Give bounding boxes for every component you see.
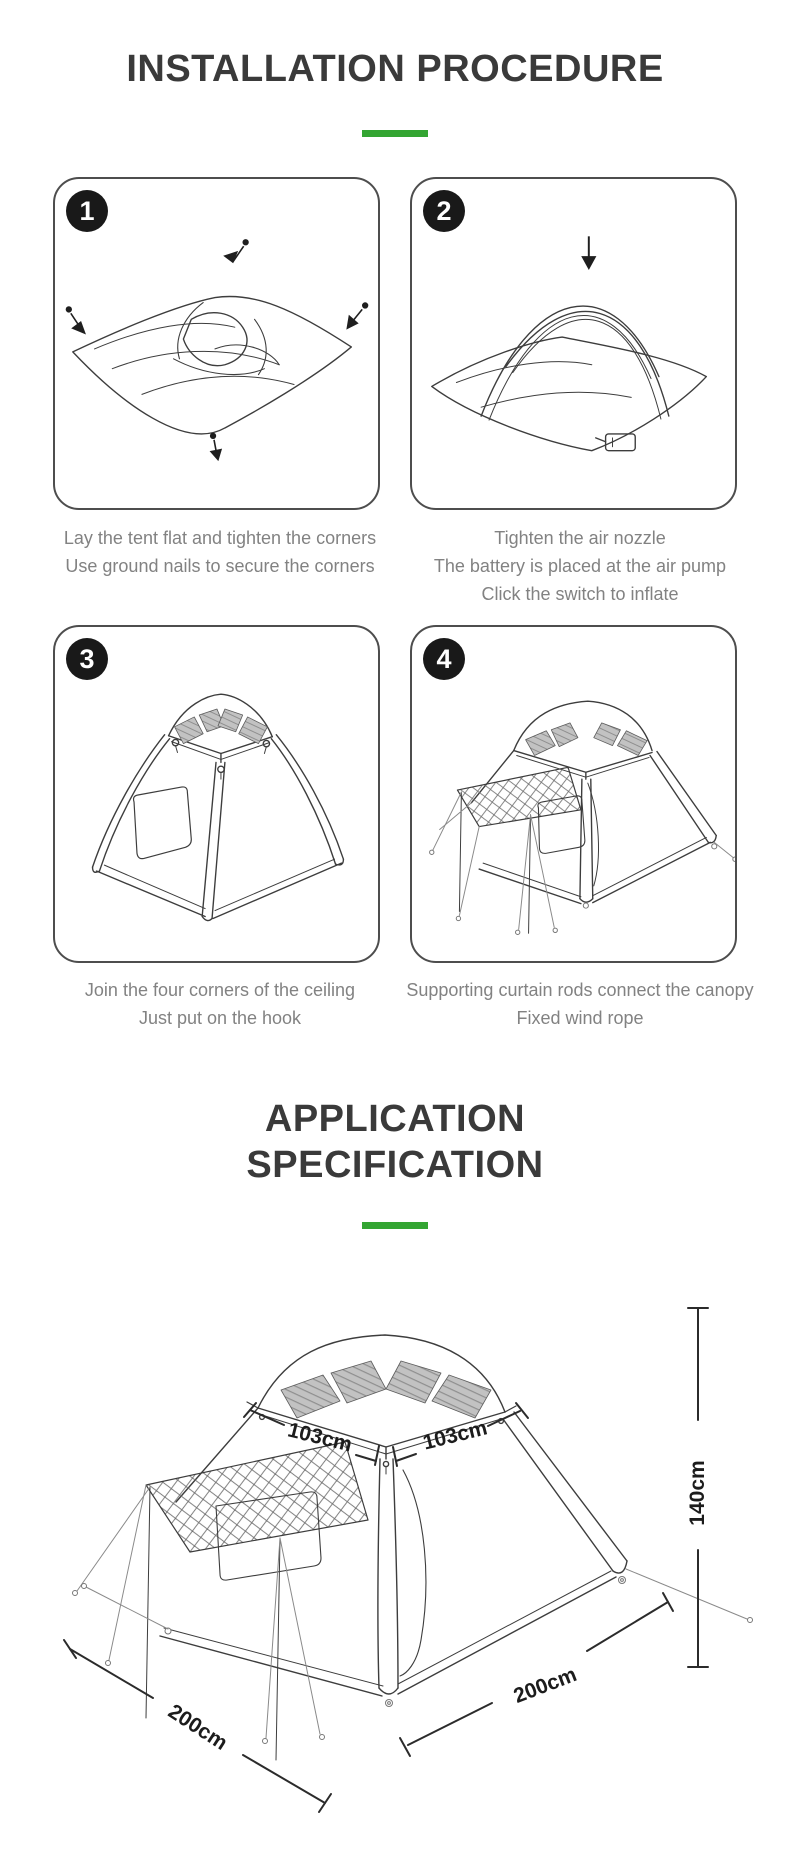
- caption-line: Tighten the air nozzle: [494, 528, 666, 548]
- step-2-illustration: [412, 179, 735, 508]
- dimension-label-140cm: 140cm: [686, 1460, 709, 1526]
- specification-title-line2: SPECIFICATION: [246, 1144, 544, 1186]
- caption-line: Just put on the hook: [138, 1008, 302, 1028]
- step-1-illustration: [55, 179, 378, 508]
- installation-title: INSTALLATION PROCEDURE: [126, 48, 664, 90]
- step-1-caption: [25, 524, 415, 580]
- press-down-arrow: [583, 236, 595, 268]
- step-1-badge: [66, 190, 108, 232]
- tent-dimensions-diagram: [0, 1240, 790, 1840]
- specification-title-line1: APPLICATION: [264, 1098, 526, 1140]
- caption-line: The battery is placed at the air pump: [433, 556, 727, 576]
- caption-line: Click the switch to inflate: [481, 584, 679, 604]
- dimension-label-103cm-left: 103cm: [285, 1418, 355, 1457]
- step-2-number: 2: [436, 195, 452, 226]
- step-2-card: [410, 177, 737, 510]
- caption-line: Join the four corners of the ceiling: [84, 980, 356, 1000]
- awning-mesh: [146, 1442, 368, 1552]
- step-3-caption: [25, 976, 415, 1032]
- dimension-label-200cm-right: 200cm: [510, 1663, 580, 1708]
- step-3-number: 3: [79, 643, 95, 674]
- step-2-caption: [390, 524, 770, 608]
- caption-line: Fixed wind rope: [516, 1008, 644, 1028]
- caption-line: Use ground nails to secure the corners: [65, 556, 375, 576]
- corner-arrows: [66, 240, 367, 460]
- step-3-badge: [66, 638, 108, 680]
- step-2-badge: [423, 190, 465, 232]
- caption-line: Supporting curtain rods connect the canopy: [406, 980, 754, 1000]
- dimension-height: [686, 1308, 709, 1667]
- step-3-illustration: [55, 627, 378, 961]
- dimension-base-right: [400, 1593, 673, 1756]
- step-4-number: 4: [436, 643, 452, 674]
- tent-outline: [146, 1335, 627, 1760]
- step-1-number: 1: [79, 195, 95, 226]
- dimension-label-200cm-left: 200cm: [164, 1699, 232, 1755]
- caption-line: Lay the tent flat and tighten the corners: [63, 528, 377, 548]
- step-4-caption: [390, 976, 770, 1032]
- green-divider: [362, 130, 428, 137]
- specification-title: [0, 1096, 790, 1188]
- dimension-base-left: [64, 1640, 331, 1812]
- step-3-card: [53, 625, 380, 963]
- step-4-badge: [423, 638, 465, 680]
- step-4-illustration: [412, 627, 735, 961]
- green-divider-2: [362, 1222, 428, 1229]
- step-4-card: [410, 625, 737, 963]
- dimension-label-103cm-right: 103cm: [420, 1416, 490, 1455]
- step-1-card: [53, 177, 380, 510]
